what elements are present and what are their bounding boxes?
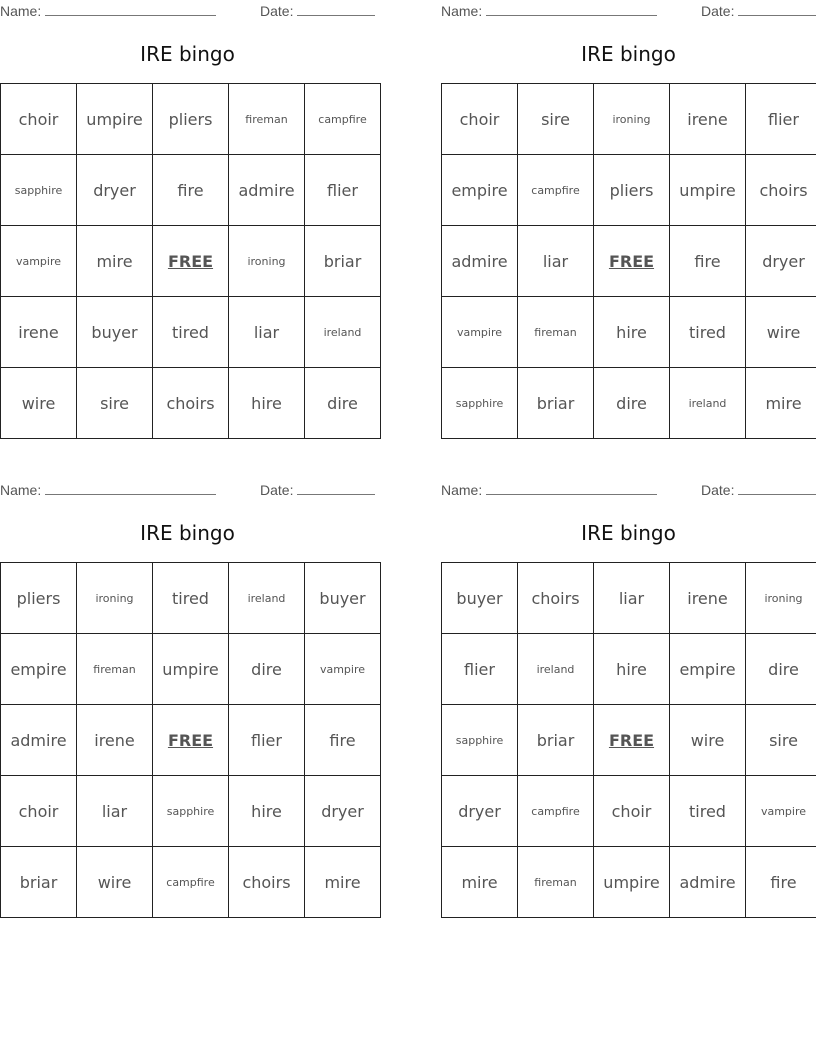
bingo-cell: vampire: [1, 226, 77, 297]
bingo-cell: flier: [746, 84, 816, 155]
bingo-cell: dryer: [305, 776, 381, 847]
bingo-cell: admire: [670, 847, 746, 918]
bingo-row: [442, 847, 816, 918]
bingo-cell: umpire: [670, 155, 746, 226]
bingo-row: [442, 226, 816, 297]
card-header: [441, 2, 816, 20]
bingo-cell: ireland: [229, 563, 305, 634]
bingo-grid: [0, 83, 381, 439]
bingo-row: [1, 634, 381, 705]
name-label: Name:: [441, 3, 483, 19]
bingo-row: [1, 84, 381, 155]
date-field: [260, 2, 375, 19]
bingo-row: [1, 155, 381, 226]
bingo-cell: tired: [670, 297, 746, 368]
bingo-cell: campfire: [518, 776, 594, 847]
bingo-cell: dire: [594, 368, 670, 439]
bingo-cell: vampire: [442, 297, 518, 368]
bingo-cell: choir: [442, 84, 518, 155]
bingo-cell: ireland: [305, 297, 381, 368]
bingo-cell: buyer: [77, 297, 153, 368]
bingo-grid: [441, 83, 816, 439]
bingo-cell: choirs: [153, 368, 229, 439]
bingo-row: [442, 563, 816, 634]
bingo-cell: dire: [305, 368, 381, 439]
bingo-cell: dryer: [442, 776, 518, 847]
bingo-row: [1, 226, 381, 297]
bingo-row: [442, 634, 816, 705]
bingo-cell: irene: [670, 84, 746, 155]
bingo-cell: mire: [746, 368, 816, 439]
bingo-cell: ironing: [229, 226, 305, 297]
bingo-grid: [441, 562, 816, 918]
bingo-cell: campfire: [305, 84, 381, 155]
bingo-cell: fireman: [518, 847, 594, 918]
bingo-cell: ireland: [518, 634, 594, 705]
card-title: IRE bingo: [140, 521, 235, 545]
date-field: [260, 481, 375, 498]
bingo-cell: fireman: [77, 634, 153, 705]
bingo-cell: pliers: [594, 155, 670, 226]
bingo-cell: umpire: [77, 84, 153, 155]
bingo-cell: wire: [670, 705, 746, 776]
free-space: FREE: [153, 705, 229, 776]
bingo-grid: [0, 562, 381, 918]
bingo-row: [442, 155, 816, 226]
bingo-cell: buyer: [305, 563, 381, 634]
bingo-row: [1, 847, 381, 918]
bingo-cell: choir: [1, 776, 77, 847]
card-header: [0, 2, 375, 20]
bingo-cell: admire: [1, 705, 77, 776]
bingo-cell: sapphire: [1, 155, 77, 226]
bingo-cell: tired: [670, 776, 746, 847]
bingo-cell: fire: [305, 705, 381, 776]
bingo-cell: briar: [305, 226, 381, 297]
bingo-row: [1, 776, 381, 847]
bingo-cell: tired: [153, 563, 229, 634]
date-label: Date:: [260, 3, 294, 19]
bingo-cell: choir: [594, 776, 670, 847]
bingo-cell: wire: [746, 297, 816, 368]
bingo-cell: sire: [518, 84, 594, 155]
name-label: Name:: [441, 482, 483, 498]
bingo-cell: hire: [229, 368, 305, 439]
bingo-row: [1, 563, 381, 634]
name-field: [0, 481, 216, 498]
card-header: [441, 481, 816, 499]
bingo-cell: tired: [153, 297, 229, 368]
card-title: IRE bingo: [581, 521, 676, 545]
bingo-cell: liar: [77, 776, 153, 847]
date-label: Date:: [701, 482, 735, 498]
bingo-cell: fire: [746, 847, 816, 918]
bingo-cell: fireman: [518, 297, 594, 368]
bingo-cell: buyer: [442, 563, 518, 634]
bingo-cell: flier: [442, 634, 518, 705]
bingo-cell: irene: [1, 297, 77, 368]
bingo-cell: vampire: [305, 634, 381, 705]
bingo-card: [0, 0, 375, 440]
bingo-cell: liar: [229, 297, 305, 368]
bingo-cell: fire: [153, 155, 229, 226]
bingo-cell: empire: [1, 634, 77, 705]
bingo-cell: umpire: [153, 634, 229, 705]
bingo-cell: hire: [594, 634, 670, 705]
bingo-cell: empire: [670, 634, 746, 705]
bingo-cell: choir: [1, 84, 77, 155]
bingo-cell: dryer: [77, 155, 153, 226]
bingo-cell: mire: [305, 847, 381, 918]
bingo-cell: sire: [77, 368, 153, 439]
bingo-row: [442, 368, 816, 439]
bingo-cell: wire: [1, 368, 77, 439]
bingo-cell: admire: [442, 226, 518, 297]
name-blank-line: [486, 2, 657, 16]
name-blank-line: [45, 481, 216, 495]
bingo-cell: umpire: [594, 847, 670, 918]
bingo-cell: choirs: [518, 563, 594, 634]
bingo-cell: ironing: [594, 84, 670, 155]
bingo-card: [441, 0, 816, 440]
bingo-cell: liar: [594, 563, 670, 634]
bingo-card: [441, 479, 816, 919]
bingo-cell: mire: [442, 847, 518, 918]
bingo-cell: hire: [229, 776, 305, 847]
bingo-row: [1, 368, 381, 439]
name-blank-line: [486, 481, 657, 495]
bingo-cell: choirs: [746, 155, 816, 226]
bingo-cell: irene: [670, 563, 746, 634]
bingo-cell: ireland: [670, 368, 746, 439]
card-title: IRE bingo: [581, 42, 676, 66]
card-header: [0, 481, 375, 499]
date-blank-line: [297, 481, 375, 495]
bingo-cell: pliers: [1, 563, 77, 634]
date-label: Date:: [701, 3, 735, 19]
bingo-row: [442, 297, 816, 368]
free-space: FREE: [153, 226, 229, 297]
bingo-cell: ironing: [77, 563, 153, 634]
date-blank-line: [738, 2, 816, 16]
bingo-cell: briar: [1, 847, 77, 918]
bingo-row: [442, 705, 816, 776]
bingo-cell: sapphire: [153, 776, 229, 847]
date-field: [701, 2, 816, 19]
free-space: FREE: [594, 705, 670, 776]
bingo-cell: sire: [746, 705, 816, 776]
bingo-cell: hire: [594, 297, 670, 368]
bingo-cell: choirs: [229, 847, 305, 918]
bingo-row: [442, 84, 816, 155]
bingo-cell: sapphire: [442, 368, 518, 439]
bingo-cell: dire: [746, 634, 816, 705]
bingo-cell: briar: [518, 705, 594, 776]
bingo-cell: wire: [77, 847, 153, 918]
bingo-cell: ironing: [746, 563, 816, 634]
bingo-cell: fire: [670, 226, 746, 297]
bingo-cell: pliers: [153, 84, 229, 155]
bingo-cell: sapphire: [442, 705, 518, 776]
name-field: [0, 2, 216, 19]
bingo-card: [0, 479, 375, 919]
card-title: IRE bingo: [140, 42, 235, 66]
bingo-cell: briar: [518, 368, 594, 439]
name-label: Name:: [0, 482, 42, 498]
bingo-cell: fireman: [229, 84, 305, 155]
bingo-row: [442, 776, 816, 847]
bingo-cell: dire: [229, 634, 305, 705]
name-field: [441, 2, 657, 19]
bingo-cell: irene: [77, 705, 153, 776]
date-blank-line: [297, 2, 375, 16]
bingo-cell: flier: [305, 155, 381, 226]
free-space: FREE: [594, 226, 670, 297]
date-label: Date:: [260, 482, 294, 498]
date-field: [701, 481, 816, 498]
bingo-cell: admire: [229, 155, 305, 226]
bingo-cell: liar: [518, 226, 594, 297]
name-field: [441, 481, 657, 498]
bingo-cell: dryer: [746, 226, 816, 297]
date-blank-line: [738, 481, 816, 495]
bingo-cell: vampire: [746, 776, 816, 847]
bingo-cell: flier: [229, 705, 305, 776]
name-blank-line: [45, 2, 216, 16]
bingo-cell: empire: [442, 155, 518, 226]
bingo-row: [1, 297, 381, 368]
bingo-cell: campfire: [518, 155, 594, 226]
bingo-cell: mire: [77, 226, 153, 297]
name-label: Name:: [0, 3, 42, 19]
bingo-cell: campfire: [153, 847, 229, 918]
bingo-row: [1, 705, 381, 776]
